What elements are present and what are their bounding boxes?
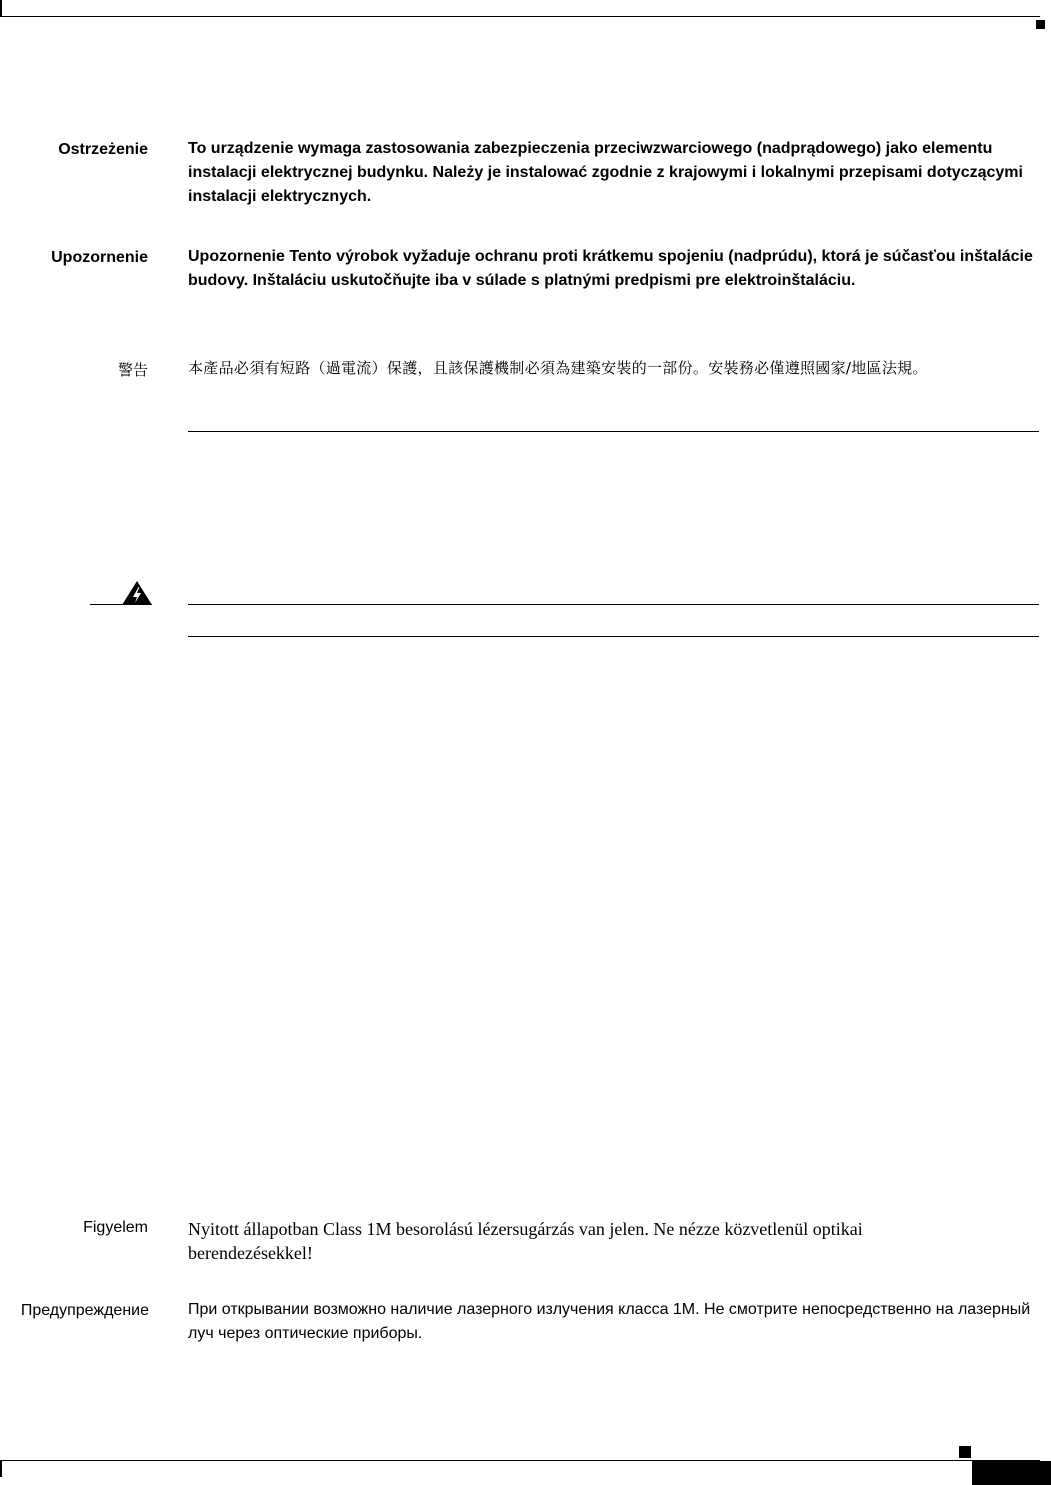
warning-triangle-lightning-icon [120,580,154,606]
section-divider [188,431,1039,432]
corner-square-bottom [959,1446,971,1458]
corner-square-top-right [1036,20,1045,29]
warning-text-slovak: Upozornenie Tento výrobok vyžaduje ochranu proti krátkemu spojeniu (nadprúdu), ktorá je súčasťou inštalácie budovy. Inštaláciu uskutočňujte iba v súlade s platnými predpismi pre elektroinštaláciu. [188,248,1033,289]
crop-mark-top-left [0,0,2,16]
warning-text-hungarian: Nyitott állapotban Class 1M besorolású lézersugárzás van jelen. Ne nézze közvetlenül optikai berendezésekkel! [188,1219,863,1263]
warning-text-polish: To urządzenie wymaga zastosowania zabezpieczenia przeciwzwarciowego (nadprądowego) jako elementu instalacji elektrycznej budynku. Należy je instalować zgodnie z krajowymi i lokalnymi przepisami dotyczącymi instalacji elektrycznych. [188,140,1023,205]
warning-label-russian: Предупреждение [20,1302,149,1319]
warning-label-chinese: 警告 [117,361,148,379]
warning-label-hungarian: Figyelem [83,1219,148,1236]
warning-label-slovak: Upozornenie [51,249,148,266]
footer-rule [0,1460,1040,1461]
warning-top-rule [188,604,1039,605]
warning-label-polish: Ostrzeżenie [58,141,148,158]
header-rule [0,16,1040,17]
icon-underline-rule [90,604,152,605]
warning-bottom-rule [188,636,1039,637]
warning-text-chinese: 本產品必須有短路（過電流）保護，且該保護機制必須為建築安裝的一部份。安裝務必僅遵照國家/地區法規。 [188,359,928,377]
crop-mark-bottom-left [0,1461,2,1477]
page-number-tab [972,1461,1051,1485]
warning-text-russian: При открывании возможно наличие лазерного излучения класса 1M. Не смотрите непосредственно на лазерный луч через оптические приборы. [188,1301,1031,1342]
